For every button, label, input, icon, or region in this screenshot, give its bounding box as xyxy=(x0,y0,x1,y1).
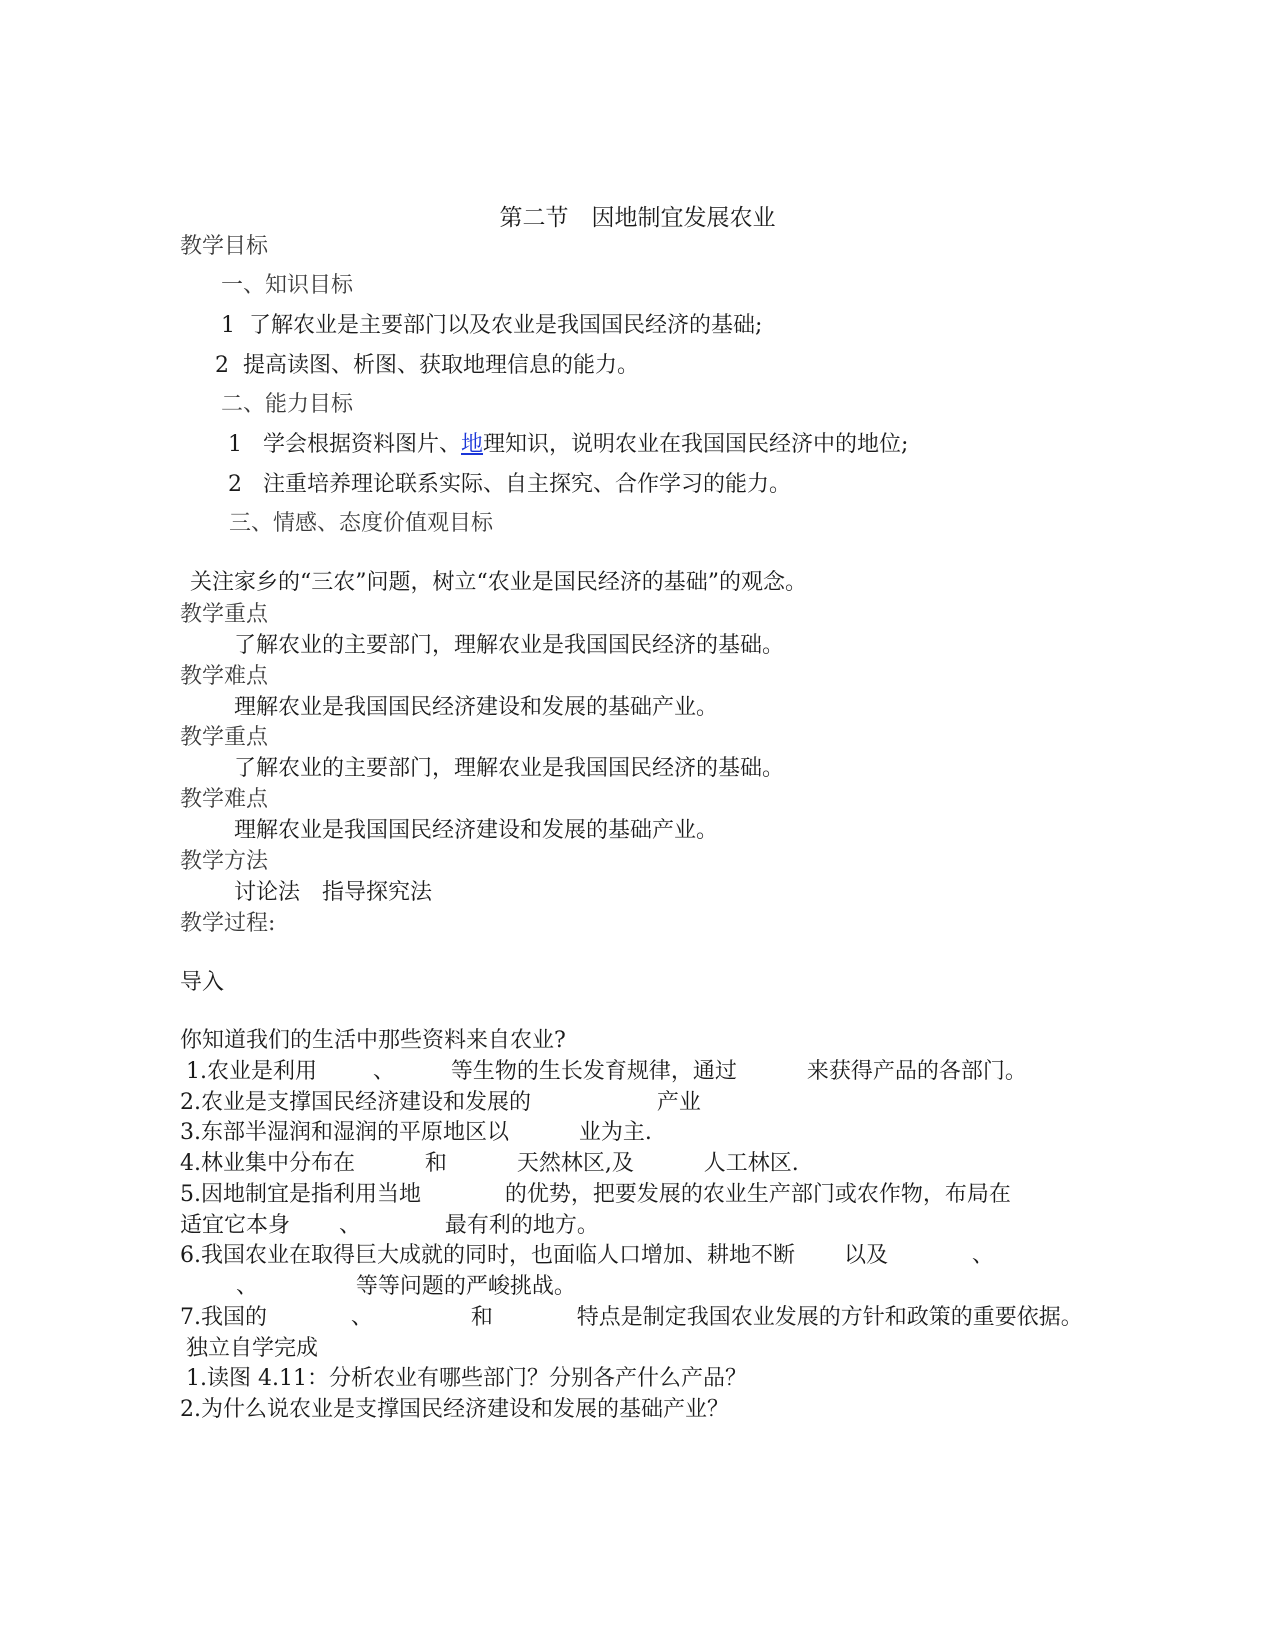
knowledge-item: 2 提高读图、析图、获取地理信息的能力。 xyxy=(215,353,639,378)
page-title: 第二节 因地制宜发展农业 xyxy=(499,205,776,231)
method-heading: 教学方法 xyxy=(180,849,269,874)
knowledge-heading: 一、知识目标 xyxy=(221,273,354,298)
fill-line: 、 等等问题的严峻挑战。 xyxy=(180,1274,576,1299)
intro-heading: 导入 xyxy=(180,970,225,995)
difficult-text: 理解农业是我国国民经济建设和发展的基础产业。 xyxy=(234,695,719,720)
key-heading: 教学重点 xyxy=(180,725,269,750)
self-study-item: 2.为什么说农业是支撑国民经济建设和发展的基础产业？ xyxy=(180,1397,729,1422)
key-heading: 教学重点 xyxy=(180,602,269,627)
ability-heading: 二、能力目标 xyxy=(221,392,354,417)
process-heading: 教学过程: xyxy=(180,911,276,936)
key-text: 了解农业的主要部门，理解农业是我国国民经济的基础。 xyxy=(234,756,785,781)
self-study-heading: 独立自学完成 xyxy=(186,1336,319,1361)
key-text: 了解农业的主要部门，理解农业是我国国民经济的基础。 xyxy=(234,633,785,658)
fill-line: 3.东部半湿润和湿润的平原地区以 业为主. xyxy=(180,1120,652,1145)
fill-line: 适宜它本身 、 最有利的地方。 xyxy=(180,1213,599,1238)
goals-heading: 教学目标 xyxy=(180,234,269,259)
fill-line: 1.农业是利用 、 等生物的生长发育规律，通过 来获得产品的各部门。 xyxy=(186,1059,1027,1084)
ability-item xyxy=(228,430,908,460)
difficult-text: 理解农业是我国国民经济建设和发展的基础产业。 xyxy=(234,818,719,843)
knowledge-item: 1 了解农业是主要部门以及农业是我国国民经济的基础; xyxy=(221,313,763,338)
emotion-text: 关注家乡的“三农”问题，树立“农业是国民经济的基础”的观念。 xyxy=(190,570,807,595)
fill-line: 5.因地制宜是指利用当地 的优势，把要发展的农业生产部门或农作物，布局在 xyxy=(180,1182,1011,1207)
difficult-heading: 教学难点 xyxy=(180,664,269,689)
fill-line: 7.我国的 、 和 特点是制定我国农业发展的方针和政策的重要依据。 xyxy=(180,1305,1083,1330)
difficult-heading: 教学难点 xyxy=(180,787,269,812)
self-study-item: 1.读图 4.11：分析农业有哪些部门？分别各产什么产品？ xyxy=(186,1366,747,1391)
geography-link[interactable]: 地 xyxy=(461,432,484,457)
ability-item-text: 理知识，说明农业在我国国民经济中的地位; xyxy=(483,432,909,457)
ability-item-number: 1 xyxy=(228,432,242,457)
ability-item-text: 学会根据资料图片、 xyxy=(262,432,461,457)
fill-line: 6.我国农业在取得巨大成就的同时，也面临人口增加、耕地不断 以及 、 xyxy=(180,1243,994,1268)
intro-question: 你知道我们的生活中那些资料来自农业? xyxy=(180,1028,566,1053)
fill-line: 4.林业集中分布在 和 天然林区,及 人工林区. xyxy=(180,1151,799,1176)
fill-line: 2.农业是支撑国民经济建设和发展的 产业 xyxy=(180,1090,701,1115)
ability-item-number: 2 xyxy=(228,472,242,497)
ability-item-text: 注重培养理论联系实际、自主探究、合作学习的能力。 xyxy=(262,472,791,497)
ability-item xyxy=(228,470,791,500)
emotion-heading: 三、情感、态度价值观目标 xyxy=(229,511,494,536)
method-text: 讨论法 指导探究法 xyxy=(234,880,433,905)
